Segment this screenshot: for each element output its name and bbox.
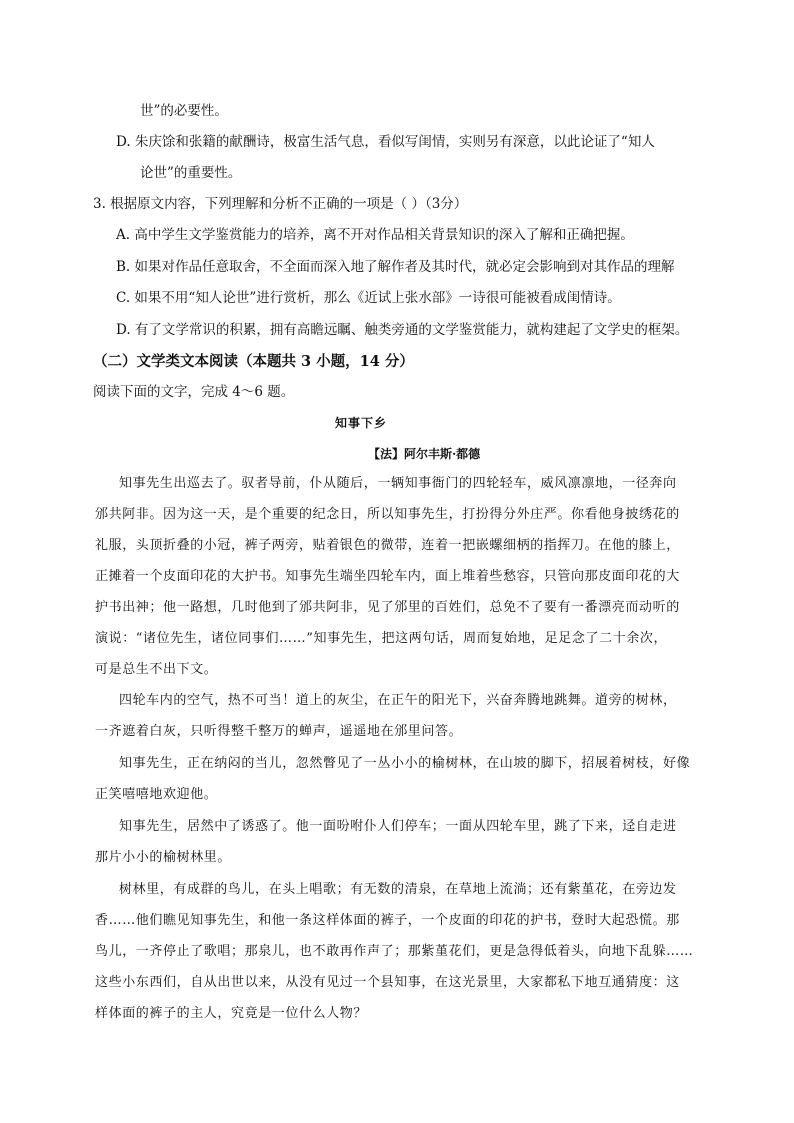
- story-line: 香……他们瞧见知事先生，和他一条这样体面的裤子，一个皮面的印花的护书，登时大起恐慌。那: [95, 913, 680, 928]
- story-line: 一齐遮着白灰，只听得整千整万的蝉声，遥遥地在邠里问答。: [95, 724, 463, 739]
- story-line: 演说：“诸位先生，诸位同事们……”知事先生，把这两句话，周而复始地，足足念了二十余次，: [95, 631, 668, 646]
- story-line: 知事先生，居然中了诱惑了。他一面吩咐仆人们停车；一面从四轮车里，跳了下来，迳自走进: [119, 819, 677, 834]
- q3-option-d: D. 有了文学常识的积累，拥有高瞻远瞩、触类旁通的文学鉴赏能力，就构建起了文学史的框架。: [116, 322, 689, 338]
- story-line: 鸟儿，一齐停止了歌唱；那泉儿，也不敢再作声了；那紫堇花们，更是急得低着头，向地下乱躲……: [95, 944, 694, 959]
- q3-option-c: C. 如果不用“知人论世”进行赏析，那么《近试上张水部》一诗很可能被看成闺情诗。: [116, 290, 621, 306]
- q2-option-c-continuation: 世”的必要性。: [140, 103, 228, 119]
- story-line: 知事先生出巡去了。驭者导前，仆从随后，一辆知事衙门的四轮轻车，威风凛凛地，一径奔向: [119, 476, 677, 491]
- q3-stem: 3. 根据原文内容，下列理解和分析不正确的一项是（ ）（3分）: [93, 196, 468, 212]
- q3-option-a: A. 高中学生文学鉴赏能力的培养，离不开对作品相关背景知识的深入了解和正确把握。: [116, 227, 634, 243]
- story-line: 可是总生不出下文。: [95, 662, 218, 677]
- story-line: 知事先生，正在纳闷的当儿，忽然瞥见了一丛小小的榆树林，在山坡的脚下，招展着树枝，好像: [119, 756, 691, 771]
- section-heading: （二）文学类文本阅读（本题共 3 小题，14 分）: [93, 353, 414, 370]
- story-line: 那片小小的榆树林里。: [95, 850, 232, 865]
- story-line: 四轮车内的空气，热不可当！道上的灰尘，在正午的阳光下，兴奋奔腾地跳舞。道旁的树林，: [119, 693, 677, 708]
- q3-option-b: B. 如果对作品任意取舍，不全面而深入地了解作者及其时代，就必定会影响到对其作品的理解: [116, 259, 675, 275]
- story-line: 护书出神；他一路想，几时他到了邠共阿非，见了邠里的百姓们，总免不了要有一番漂亮而动听的: [95, 600, 680, 615]
- q2-option-d-line1: D. 朱庆馀和张籍的献酬诗，极富生活气息，看似写闺情，实则另有深意，以此论证了“知人: [116, 134, 655, 150]
- story-line: 正摊着一个皮面印花的大护书。知事先生端坐四轮车内，面上堆着些愁容，只管向那皮面印花的大: [95, 569, 680, 584]
- story-line: 这些小东西们，自从出世以来，从没有见过一个县知事，在这光景里，大家都私下地互通猜度：这: [95, 975, 680, 990]
- story-line: 邠共阿非。因为这一天，是个重要的纪念日，所以知事先生，打扮得分外庄严。你看他身披绣花的: [95, 507, 680, 522]
- story-line: 树林里，有成群的鸟儿，在头上唱歌；有无数的清泉，在草地上流淌；还有紫堇花，在旁边发: [119, 882, 677, 897]
- section-instruction: 阅读下面的文字，完成 4～6 题。: [93, 384, 295, 400]
- story-line: 礼服，头顶折叠的小冠，裤子两旁，贴着银色的微带，连着一把嵌螺细柄的指挥刀。在他的膝上，: [95, 538, 680, 553]
- story-author: 【法】阿尔丰斯·都德: [368, 447, 481, 461]
- q2-option-d-line2: 论世”的重要性。: [140, 165, 242, 181]
- story-line: 样体面的裤子的主人，究竟是一位什么人物？: [95, 1006, 368, 1021]
- story-line: 正笑嘻嘻地欢迎他。: [95, 787, 218, 802]
- story-title: 知事下乡: [335, 416, 388, 430]
